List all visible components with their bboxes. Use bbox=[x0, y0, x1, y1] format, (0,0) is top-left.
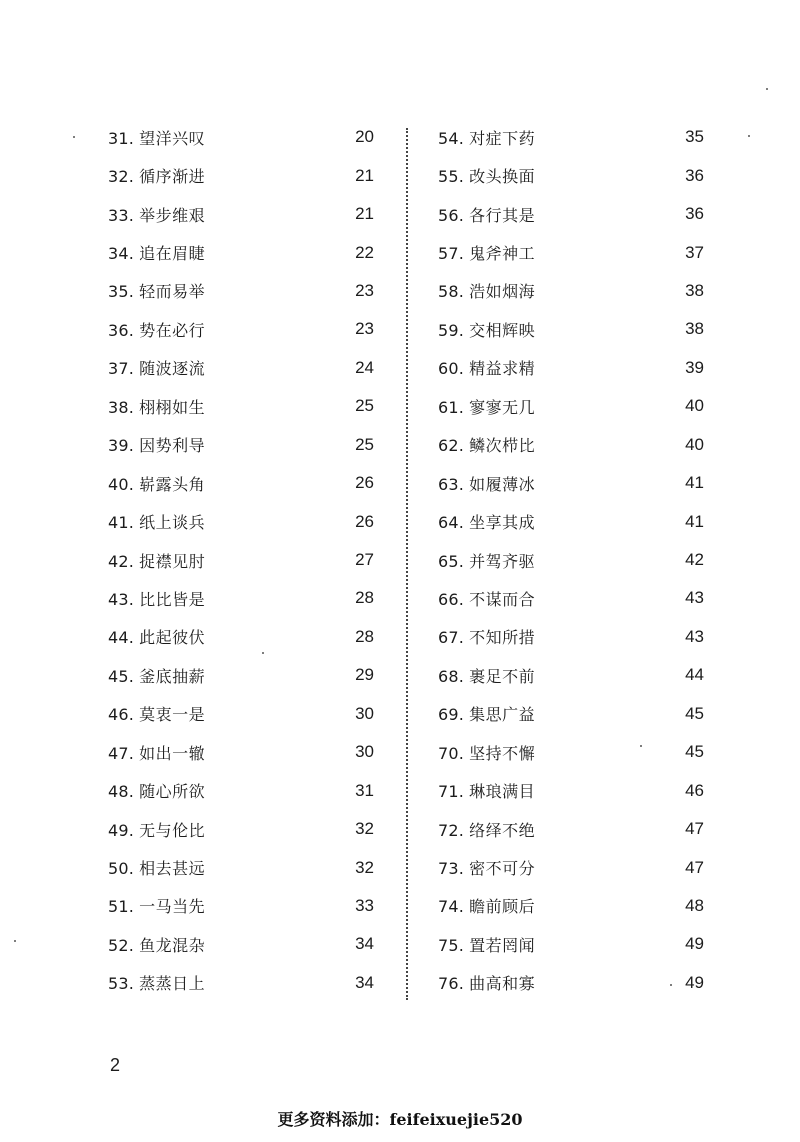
toc-entry-label bbox=[108, 472, 205, 495]
toc-entry-48[interactable] bbox=[108, 771, 374, 809]
toc-entry-label bbox=[438, 318, 535, 341]
toc-entry-49[interactable] bbox=[108, 810, 374, 848]
page-number: 2 bbox=[110, 1055, 121, 1075]
toc-entry-page: 21 bbox=[355, 165, 374, 185]
toc-entry-title: 比比皆是 bbox=[139, 589, 206, 609]
toc-entry-title: 追在眉睫 bbox=[139, 244, 206, 264]
toc-entry-title: 循序渐进 bbox=[139, 167, 206, 187]
scan-speck bbox=[766, 88, 768, 90]
scan-speck bbox=[748, 135, 750, 137]
toc-entry-number: 51. bbox=[108, 897, 135, 917]
toc-entry-number: 71. bbox=[438, 782, 465, 802]
toc-entry-number: 62. bbox=[438, 436, 465, 456]
toc-entry-page: 28 bbox=[355, 626, 374, 646]
toc-entry-page: 25 bbox=[355, 434, 374, 454]
toc-entry-number: 31. bbox=[108, 128, 135, 148]
toc-entry-number: 32. bbox=[108, 167, 135, 187]
toc-entry-number: 47. bbox=[108, 743, 135, 763]
toc-entry-number: 75. bbox=[438, 935, 465, 955]
toc-entry-number: 57. bbox=[438, 244, 465, 264]
toc-entry-71[interactable] bbox=[438, 771, 704, 809]
toc-entry-number: 41. bbox=[108, 513, 135, 533]
toc-entry-number: 38. bbox=[108, 397, 135, 417]
toc-entry-58[interactable] bbox=[438, 272, 704, 310]
toc-entry-page: 38 bbox=[685, 319, 704, 339]
toc-entry-62[interactable] bbox=[438, 426, 704, 464]
toc-entry-label bbox=[108, 933, 205, 956]
toc-entry-41[interactable] bbox=[108, 502, 374, 540]
toc-entry-label bbox=[108, 164, 205, 187]
toc-entry-title: 密不可分 bbox=[469, 859, 536, 879]
toc-entry-title: 如出一辙 bbox=[139, 743, 206, 763]
toc-entry-title: 鱼龙混杂 bbox=[139, 935, 206, 955]
toc-entry-title: 捉襟见肘 bbox=[139, 551, 206, 571]
toc-entry-50[interactable] bbox=[108, 848, 374, 886]
toc-entry-73[interactable] bbox=[438, 848, 704, 886]
toc-entry-39[interactable] bbox=[108, 426, 374, 464]
toc-entry-67[interactable] bbox=[438, 618, 704, 656]
toc-entry-title: 裹足不前 bbox=[469, 666, 536, 686]
toc-entry-60[interactable] bbox=[438, 349, 704, 387]
toc-entry-number: 42. bbox=[108, 551, 135, 571]
toc-entry-page: 43 bbox=[685, 588, 704, 608]
toc-entry-title: 各行其是 bbox=[469, 205, 536, 225]
toc-entry-number: 40. bbox=[108, 474, 135, 494]
toc-entry-title: 举步维艰 bbox=[139, 205, 206, 225]
toc-entry-label bbox=[438, 741, 535, 764]
toc-entry-number: 66. bbox=[438, 589, 465, 609]
toc-entry-47[interactable] bbox=[108, 733, 374, 771]
toc-entry-page: 26 bbox=[355, 473, 374, 493]
toc-entry-label bbox=[108, 126, 205, 149]
toc-entry-title: 蒸蒸日上 bbox=[139, 974, 206, 994]
toc-entry-title: 寥寥无几 bbox=[469, 397, 536, 417]
toc-entry-label bbox=[438, 395, 535, 418]
toc-entry-number: 68. bbox=[438, 666, 465, 686]
toc-entry-label bbox=[438, 587, 535, 610]
toc-entry-68[interactable] bbox=[438, 656, 704, 694]
toc-entry-number: 54. bbox=[438, 128, 465, 148]
toc-entry-number: 46. bbox=[108, 705, 135, 725]
toc-entry-74[interactable] bbox=[438, 887, 704, 925]
toc-entry-title: 崭露头角 bbox=[139, 474, 206, 494]
toc-entry-37[interactable] bbox=[108, 349, 374, 387]
toc-entry-number: 73. bbox=[438, 859, 465, 879]
toc-entry-title: 望洋兴叹 bbox=[139, 128, 206, 148]
toc-entry-40[interactable] bbox=[108, 464, 374, 502]
toc-entry-title: 随波逐流 bbox=[139, 359, 206, 379]
toc-entry-title: 如履薄冰 bbox=[469, 474, 536, 494]
toc-entry-64[interactable] bbox=[438, 502, 704, 540]
toc-entry-title: 曲高和寡 bbox=[469, 974, 536, 994]
toc-entry-page: 26 bbox=[355, 511, 374, 531]
toc-entry-title: 随心所欲 bbox=[139, 782, 206, 802]
toc-entry-page: 38 bbox=[685, 280, 704, 300]
toc-entry-page: 32 bbox=[355, 857, 374, 877]
toc-entry-title: 精益求精 bbox=[469, 359, 536, 379]
toc-entry-label bbox=[438, 241, 535, 264]
toc-entry-page: 36 bbox=[685, 165, 704, 185]
toc-entry-title: 坚持不懈 bbox=[469, 743, 536, 763]
toc-entry-label bbox=[108, 549, 205, 572]
toc-entry-59[interactable] bbox=[438, 310, 704, 348]
toc-entry-label bbox=[438, 664, 535, 687]
toc-entry-title: 此起彼伏 bbox=[139, 628, 206, 648]
toc-entry-title: 釜底抽薪 bbox=[139, 666, 206, 686]
toc-entry-number: 64. bbox=[438, 513, 465, 533]
toc-entry-65[interactable] bbox=[438, 541, 704, 579]
toc-entry-page: 40 bbox=[685, 396, 704, 416]
toc-entry-label bbox=[438, 625, 535, 648]
toc-entry-number: 63. bbox=[438, 474, 465, 494]
toc-entry-page: 41 bbox=[685, 511, 704, 531]
toc-entry-title: 琳琅满目 bbox=[469, 782, 536, 802]
toc-entry-number: 76. bbox=[438, 974, 465, 994]
toc-entry-title: 不知所措 bbox=[469, 628, 536, 648]
toc-entry-page: 25 bbox=[355, 396, 374, 416]
toc-entry-label bbox=[108, 395, 205, 418]
toc-entry-page: 23 bbox=[355, 280, 374, 300]
toc-entry-page: 23 bbox=[355, 319, 374, 339]
toc-entry-number: 70. bbox=[438, 743, 465, 763]
toc-entry-number: 60. bbox=[438, 359, 465, 379]
toc-entry-label bbox=[108, 779, 205, 802]
toc-entry-title: 瞻前顾后 bbox=[469, 897, 536, 917]
toc-entry-72[interactable] bbox=[438, 810, 704, 848]
toc-entry-label bbox=[108, 356, 205, 379]
toc-entry-label bbox=[438, 933, 535, 956]
toc-entry-page: 39 bbox=[685, 357, 704, 377]
toc-entry-label bbox=[108, 625, 205, 648]
toc-entry-label bbox=[108, 702, 205, 725]
toc-entry-number: 33. bbox=[108, 205, 135, 225]
toc-entry-page: 44 bbox=[685, 665, 704, 685]
toc-entry-page: 28 bbox=[355, 588, 374, 608]
toc-entry-page: 47 bbox=[685, 857, 704, 877]
toc-entry-label bbox=[438, 510, 535, 533]
toc-entry-number: 48. bbox=[108, 782, 135, 802]
toc-entry-number: 74. bbox=[438, 897, 465, 917]
toc-entry-title: 轻而易举 bbox=[139, 282, 206, 302]
toc-entry-title: 对症下药 bbox=[469, 128, 536, 148]
toc-entry-page: 34 bbox=[355, 934, 374, 954]
toc-entry-number: 49. bbox=[108, 820, 135, 840]
toc-entry-page: 36 bbox=[685, 204, 704, 224]
toc-entry-page: 27 bbox=[355, 550, 374, 570]
toc-entry-title: 交相辉映 bbox=[469, 320, 536, 340]
toc-entry-number: 61. bbox=[438, 397, 465, 417]
scan-speck bbox=[670, 984, 672, 986]
toc-entry-number: 44. bbox=[108, 628, 135, 648]
toc-entry-page: 21 bbox=[355, 204, 374, 224]
toc-entry-page: 30 bbox=[355, 742, 374, 762]
toc-entry-page: 35 bbox=[685, 127, 704, 147]
toc-entry-number: 50. bbox=[108, 859, 135, 879]
toc-entry-51[interactable] bbox=[108, 887, 374, 925]
toc-entry-45[interactable] bbox=[108, 656, 374, 694]
toc-entry-number: 58. bbox=[438, 282, 465, 302]
toc-entry-title: 置若罔闻 bbox=[469, 935, 536, 955]
toc-entry-label bbox=[438, 126, 535, 149]
toc-entry-page: 24 bbox=[355, 357, 374, 377]
scan-speck bbox=[73, 136, 75, 138]
toc-entry-page: 47 bbox=[685, 819, 704, 839]
toc-entry-label bbox=[438, 433, 535, 456]
toc-entry-52[interactable] bbox=[108, 925, 374, 963]
toc-entry-label bbox=[108, 818, 205, 841]
toc-entry-page: 49 bbox=[685, 972, 704, 992]
footer-note: 更多资料添加：feifeixuejie520 bbox=[277, 1110, 523, 1129]
toc-entry-page: 31 bbox=[355, 780, 374, 800]
toc-entry-page: 37 bbox=[685, 242, 704, 262]
scan-speck bbox=[14, 940, 16, 942]
toc-entry-title: 改头换面 bbox=[469, 167, 536, 187]
toc-entry-number: 67. bbox=[438, 628, 465, 648]
toc-entry-page: 49 bbox=[685, 934, 704, 954]
toc-entry-label bbox=[108, 279, 205, 302]
toc-entry-title: 浩如烟海 bbox=[469, 282, 536, 302]
toc-entry-title: 一马当先 bbox=[139, 897, 206, 917]
toc-entry-number: 43. bbox=[108, 589, 135, 609]
toc-entry-70[interactable] bbox=[438, 733, 704, 771]
toc-entry-38[interactable] bbox=[108, 387, 374, 425]
toc-entry-page: 45 bbox=[685, 703, 704, 723]
toc-entry-title: 并驾齐驱 bbox=[469, 551, 536, 571]
toc-entry-number: 35. bbox=[108, 282, 135, 302]
toc-entry-label bbox=[438, 549, 535, 572]
toc-entry-title: 鬼斧神工 bbox=[469, 244, 536, 264]
toc-entry-54[interactable] bbox=[438, 118, 704, 156]
toc-entry-label bbox=[438, 971, 535, 994]
toc-entry-number: 39. bbox=[108, 436, 135, 456]
toc-entry-page: 34 bbox=[355, 972, 374, 992]
toc-entry-page: 48 bbox=[685, 895, 704, 915]
toc-entry-label bbox=[438, 279, 535, 302]
toc-entry-number: 72. bbox=[438, 820, 465, 840]
toc-entry-46[interactable] bbox=[108, 695, 374, 733]
toc-entry-label bbox=[438, 164, 535, 187]
toc-entry-label bbox=[108, 971, 205, 994]
toc-entry-page: 32 bbox=[355, 819, 374, 839]
toc-entry-34[interactable] bbox=[108, 233, 374, 271]
toc-entry-number: 45. bbox=[108, 666, 135, 686]
toc-entry-title: 坐享其成 bbox=[469, 513, 536, 533]
toc-entry-75[interactable] bbox=[438, 925, 704, 963]
toc-left-column bbox=[108, 118, 374, 1002]
toc-entry-label bbox=[108, 894, 205, 917]
toc-entry-number: 52. bbox=[108, 935, 135, 955]
toc-entry-32[interactable] bbox=[108, 156, 374, 194]
toc-entry-title: 势在必行 bbox=[139, 320, 206, 340]
toc-entry-label bbox=[108, 741, 205, 764]
toc-entry-number: 55. bbox=[438, 167, 465, 187]
toc-entry-title: 纸上谈兵 bbox=[139, 513, 206, 533]
toc-entry-44[interactable] bbox=[108, 618, 374, 656]
toc-entry-page: 22 bbox=[355, 242, 374, 262]
toc-entry-55[interactable] bbox=[438, 156, 704, 194]
toc-entry-number: 59. bbox=[438, 320, 465, 340]
toc-entry-56[interactable] bbox=[438, 195, 704, 233]
toc-entry-label bbox=[438, 472, 535, 495]
toc-entry-page: 29 bbox=[355, 665, 374, 685]
scan-speck bbox=[262, 652, 264, 654]
toc-entry-page: 46 bbox=[685, 780, 704, 800]
toc-entry-label bbox=[108, 203, 205, 226]
toc-entry-title: 络绎不绝 bbox=[469, 820, 536, 840]
toc-entry-number: 69. bbox=[438, 705, 465, 725]
toc-entry-66[interactable] bbox=[438, 579, 704, 617]
toc-entry-page: 20 bbox=[355, 127, 374, 147]
toc-entry-title: 因势利导 bbox=[139, 436, 206, 456]
toc-entry-label bbox=[108, 241, 205, 264]
toc-entry-page: 42 bbox=[685, 550, 704, 570]
toc-entry-title: 不谋而合 bbox=[469, 589, 536, 609]
toc-entry-page: 33 bbox=[355, 895, 374, 915]
toc-entry-53[interactable] bbox=[108, 964, 374, 1002]
toc-entry-title: 集思广益 bbox=[469, 705, 536, 725]
toc-entry-label bbox=[438, 702, 535, 725]
toc-entry-label bbox=[108, 510, 205, 533]
toc-entry-title: 鳞次栉比 bbox=[469, 436, 536, 456]
toc-entry-label bbox=[108, 433, 205, 456]
toc-entry-57[interactable] bbox=[438, 233, 704, 271]
toc-entry-number: 56. bbox=[438, 205, 465, 225]
toc-entry-label bbox=[438, 356, 535, 379]
toc-entry-label bbox=[438, 818, 535, 841]
toc-entry-label bbox=[438, 203, 535, 226]
toc-entry-36[interactable] bbox=[108, 310, 374, 348]
toc-entry-title: 无与伦比 bbox=[139, 820, 206, 840]
toc-entry-label bbox=[108, 318, 205, 341]
toc-entry-31[interactable] bbox=[108, 118, 374, 156]
toc-entry-label bbox=[108, 587, 205, 610]
toc-entry-label bbox=[438, 779, 535, 802]
column-divider bbox=[406, 128, 408, 1000]
toc-entry-page: 40 bbox=[685, 434, 704, 454]
toc-entry-label bbox=[108, 856, 205, 879]
toc-entry-number: 36. bbox=[108, 320, 135, 340]
toc-entry-title: 栩栩如生 bbox=[139, 397, 206, 417]
toc-entry-title: 莫衷一是 bbox=[139, 705, 206, 725]
toc-entry-69[interactable] bbox=[438, 695, 704, 733]
toc-entry-label bbox=[438, 894, 535, 917]
toc-entry-61[interactable] bbox=[438, 387, 704, 425]
toc-entry-number: 37. bbox=[108, 359, 135, 379]
toc-entry-35[interactable] bbox=[108, 272, 374, 310]
toc-entry-page: 41 bbox=[685, 473, 704, 493]
toc-entry-number: 34. bbox=[108, 244, 135, 264]
toc-entry-76[interactable] bbox=[438, 964, 704, 1002]
toc-entry-43[interactable] bbox=[108, 579, 374, 617]
scan-speck bbox=[640, 745, 642, 747]
toc-entry-63[interactable] bbox=[438, 464, 704, 502]
toc-entry-label bbox=[438, 856, 535, 879]
toc-entry-33[interactable] bbox=[108, 195, 374, 233]
toc-entry-page: 45 bbox=[685, 742, 704, 762]
toc-entry-label bbox=[108, 664, 205, 687]
toc-entry-number: 53. bbox=[108, 974, 135, 994]
toc-entry-42[interactable] bbox=[108, 541, 374, 579]
toc-entry-title: 相去甚远 bbox=[139, 859, 206, 879]
toc-entry-page: 43 bbox=[685, 626, 704, 646]
toc-entry-number: 65. bbox=[438, 551, 465, 571]
toc-right-column bbox=[438, 118, 704, 1002]
toc-entry-page: 30 bbox=[355, 703, 374, 723]
